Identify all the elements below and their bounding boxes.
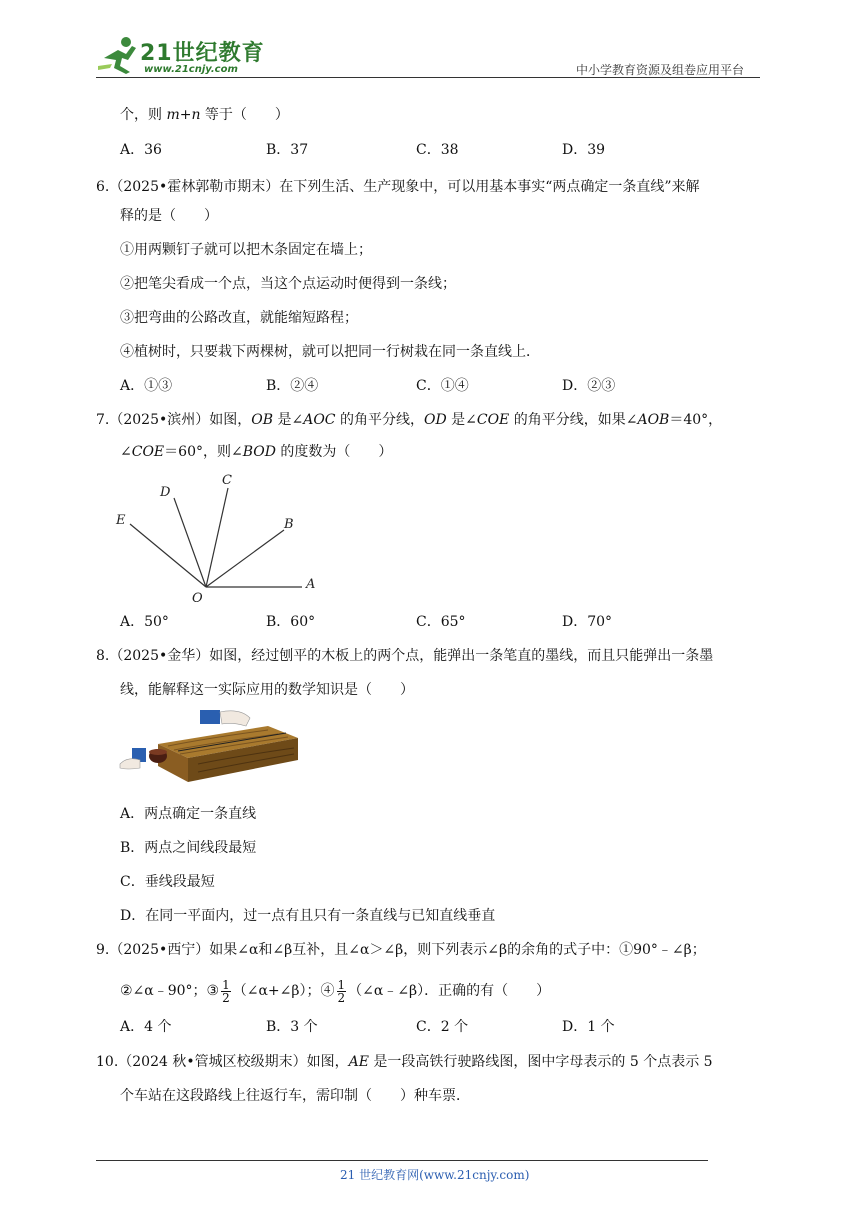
label-b: B	[284, 517, 294, 532]
q9-choice-a: A．4 个	[120, 1019, 172, 1035]
q6-item-3: ③把弯曲的公路改直，就能缩短路程；	[120, 310, 358, 326]
q6-choice-d: D．②③	[562, 378, 616, 394]
q5-choice-c: C．38	[416, 142, 459, 158]
q6-choice-c: C．①④	[416, 378, 469, 394]
q7-angle-figure	[112, 472, 322, 604]
q8-woodboard-illustration	[118, 704, 300, 790]
q5-choice-a: A．36	[120, 142, 162, 158]
q9-choice-c: C．2 个	[416, 1019, 469, 1035]
header-divider	[96, 77, 760, 78]
q8-stem-line2: 线，能解释这一实际应用的数学知识是（ ）	[120, 682, 414, 698]
q7-choice-c: C．65°	[416, 614, 466, 630]
q5-choice-b: B．37	[266, 142, 309, 158]
q10-stem-line2: 个车站在这段路线上往返行车，需印制（ ）种车票．	[120, 1088, 470, 1104]
q7-choice-d: D．70°	[562, 614, 613, 630]
q9-choice-d: D．1 个	[562, 1019, 615, 1035]
q6-item-2: ②把笔尖看成一个点，当这个点运动时便得到一条线；	[120, 276, 456, 292]
q9-stem-line2: ②∠α﹣90°；③ $\frac{1}{2}$ （∠α+∠β）；④ $\frac{1}{2}$ （∠α﹣∠β）．正确的有（ ）	[120, 977, 551, 1005]
label-a: A	[306, 577, 316, 592]
q7-choice-a: A．50°	[120, 614, 169, 630]
label-d: D	[160, 485, 171, 500]
fraction-one-half: $\frac{1}{2}$	[222, 977, 230, 1005]
label-c: C	[222, 473, 232, 488]
footer-divider	[96, 1160, 708, 1161]
logo-url: www.21cnjy.com	[144, 64, 238, 75]
q7-stem-line1: 7.（2025•滨州）如图，OB 是∠AOC 的角平分线，OD 是∠COE 的角平分线，如果∠AOB＝40°，	[96, 412, 723, 428]
q9-choice-b: B．3 个	[266, 1019, 318, 1035]
q6-choice-a: A．①③	[120, 378, 173, 394]
q6-stem-line2: 释的是（ ）	[120, 208, 218, 224]
logo-title: 21世纪教育	[140, 41, 265, 66]
q7-stem-line2: ∠COE＝60°，则∠BOD 的度数为（ ）	[120, 444, 393, 460]
q8-choice-a: A．两点确定一条直线	[120, 806, 257, 822]
label-o: O	[192, 591, 203, 604]
q6-item-1: ①用两颗钉子就可以把木条固定在墙上；	[120, 242, 372, 258]
q7-choice-b: B．60°	[266, 614, 316, 630]
q8-choice-b: B．两点之间线段最短	[120, 840, 257, 856]
q6-stem-line1: 6.（2025•霍林郭勒市期末）在下列生活、生产现象中，可以用基本事实“两点确定一条直线”来解	[96, 179, 700, 195]
fraction-one-half-2: $\frac{1}{2}$	[337, 977, 346, 1005]
q6-item-4: ④植树时，只要栽下两棵树，就可以把同一行树栽在同一条直线上．	[120, 344, 540, 360]
q5-tail-text: 个，则 m+n 等于（ ）	[120, 107, 289, 123]
q9-stem-line1: 9.（2025•西宁）如果∠α和∠β互补，且∠α＞∠β，则下列表示∠β的余角的式子中：①90°﹣∠β；	[96, 942, 706, 958]
q8-choice-d: D．在同一平面内，过一点有且只有一条直线与已知直线垂直	[120, 908, 496, 924]
q10-stem-line1: 10.（2024 秋•管城区校级期末）如图，AE 是一段高铁行驶路线图，图中字母表示的 5 个点表示 5	[96, 1054, 713, 1070]
runner-logo-icon	[96, 36, 142, 76]
q6-choice-b: B．②④	[266, 378, 319, 394]
label-e: E	[116, 513, 126, 528]
q8-stem-line1: 8.（2025•金华）如图，经过刨平的木板上的两个点，能弹出一条笔直的墨线，而且只能弹出一条墨	[96, 648, 714, 664]
q8-choice-c: C．垂线段最短	[120, 874, 215, 890]
footer-site-text: 21 世纪教育网(www.21cnjy.com)	[340, 1168, 530, 1182]
q5-choice-d: D．39	[562, 142, 606, 158]
header-platform-title: 中小学教育资源及组卷应用平台	[576, 63, 745, 77]
header-logo	[96, 34, 266, 78]
